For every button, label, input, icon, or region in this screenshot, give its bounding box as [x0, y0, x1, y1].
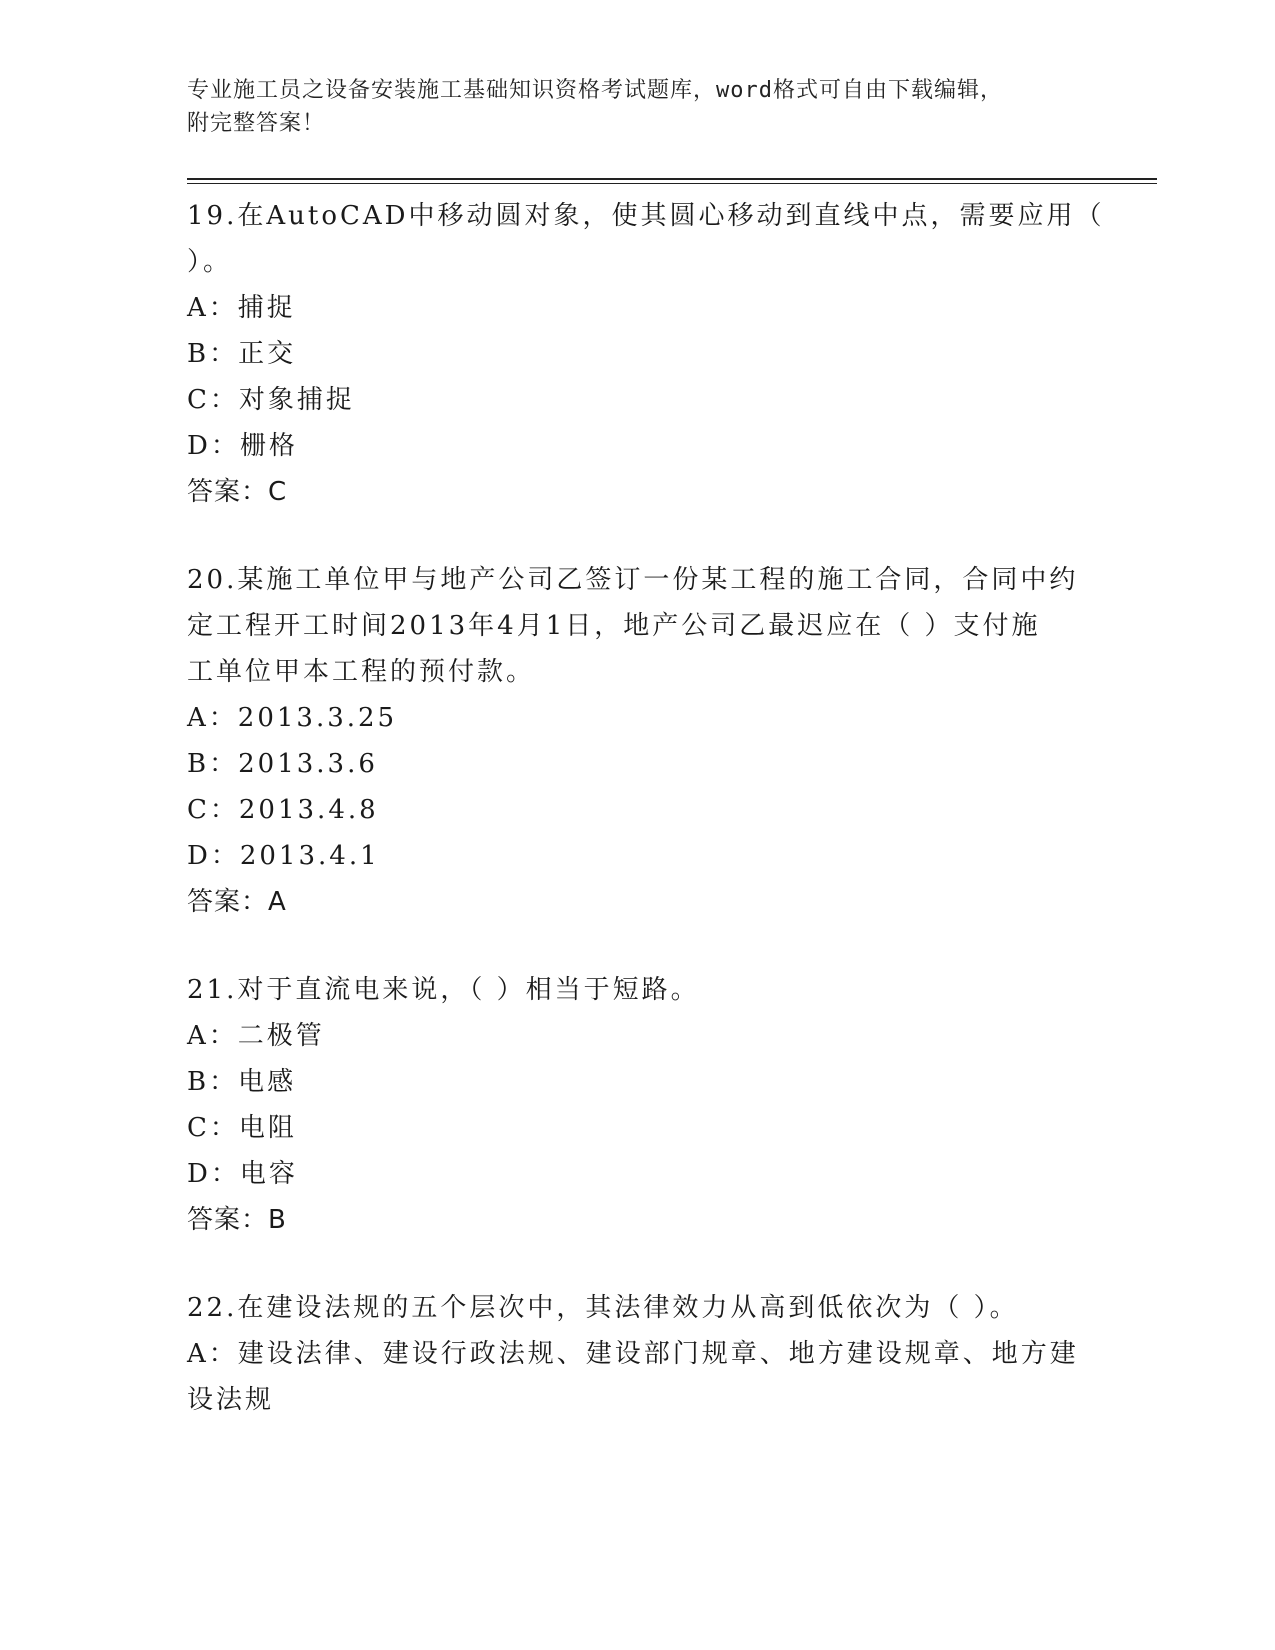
option-d: D：2013.4.1	[187, 841, 380, 871]
option-c: C：对象捕捉	[187, 385, 355, 415]
question-22	[187, 1285, 1087, 1423]
option-c: C：电阻	[187, 1113, 297, 1143]
question-stem-line: ）。	[187, 247, 233, 277]
question-21	[187, 967, 1087, 1243]
option-d: D：电容	[187, 1159, 298, 1189]
question-spacer	[187, 925, 1087, 967]
option-b: B：电感	[187, 1067, 297, 1097]
document-header	[187, 74, 1087, 140]
question-stem-line: 定工程开工时间2013年4月1日，地产公司乙最迟应在（ ）支付施	[187, 611, 1041, 641]
option-d: D：栅格	[187, 431, 298, 461]
header-line-2: 附完整答案！	[187, 111, 326, 136]
option-b: B：2013.3.6	[187, 749, 378, 779]
header-divider-thin	[187, 183, 1157, 184]
header-divider-thick	[187, 178, 1157, 180]
question-stem-line: 22.在建设法规的五个层次中，其法律效力从高到低依次为（ ）。	[187, 1293, 1019, 1323]
question-20	[187, 557, 1087, 925]
answer-line: 答案：B	[187, 1205, 287, 1235]
option-a-continued: 设法规	[187, 1385, 275, 1415]
option-a: A：二极管	[187, 1021, 325, 1051]
option-a: A：2013.3.25	[187, 703, 398, 733]
answer-line: 答案：C	[187, 477, 288, 507]
option-c: C：2013.4.8	[187, 795, 379, 825]
question-stem-line: 19.在AutoCAD中移动圆对象，使其圆心移动到直线中点，需要应用（	[187, 201, 1105, 231]
question-spacer	[187, 1243, 1087, 1285]
question-spacer	[187, 515, 1087, 557]
question-19	[187, 193, 1105, 515]
question-list	[187, 193, 1105, 1423]
question-stem-line: 20.某施工单位甲与地产公司乙签订一份某工程的施工合同，合同中约	[187, 565, 1079, 595]
question-stem-line: 21.对于直流电来说，（ ）相当于短路。	[187, 975, 700, 1005]
header-line-1: 专业施工员之设备安装施工基础知识资格考试题库，word格式可自由下载编辑，	[187, 78, 1003, 103]
option-b: B：正交	[187, 339, 297, 369]
question-stem-line: 工单位甲本工程的预付款。	[187, 657, 536, 687]
option-a: A：捕捉	[187, 293, 296, 323]
answer-line: 答案：A	[187, 887, 287, 917]
option-a: A：建设法律、建设行政法规、建设部门规章、地方建设规章、地方建	[187, 1339, 1079, 1369]
